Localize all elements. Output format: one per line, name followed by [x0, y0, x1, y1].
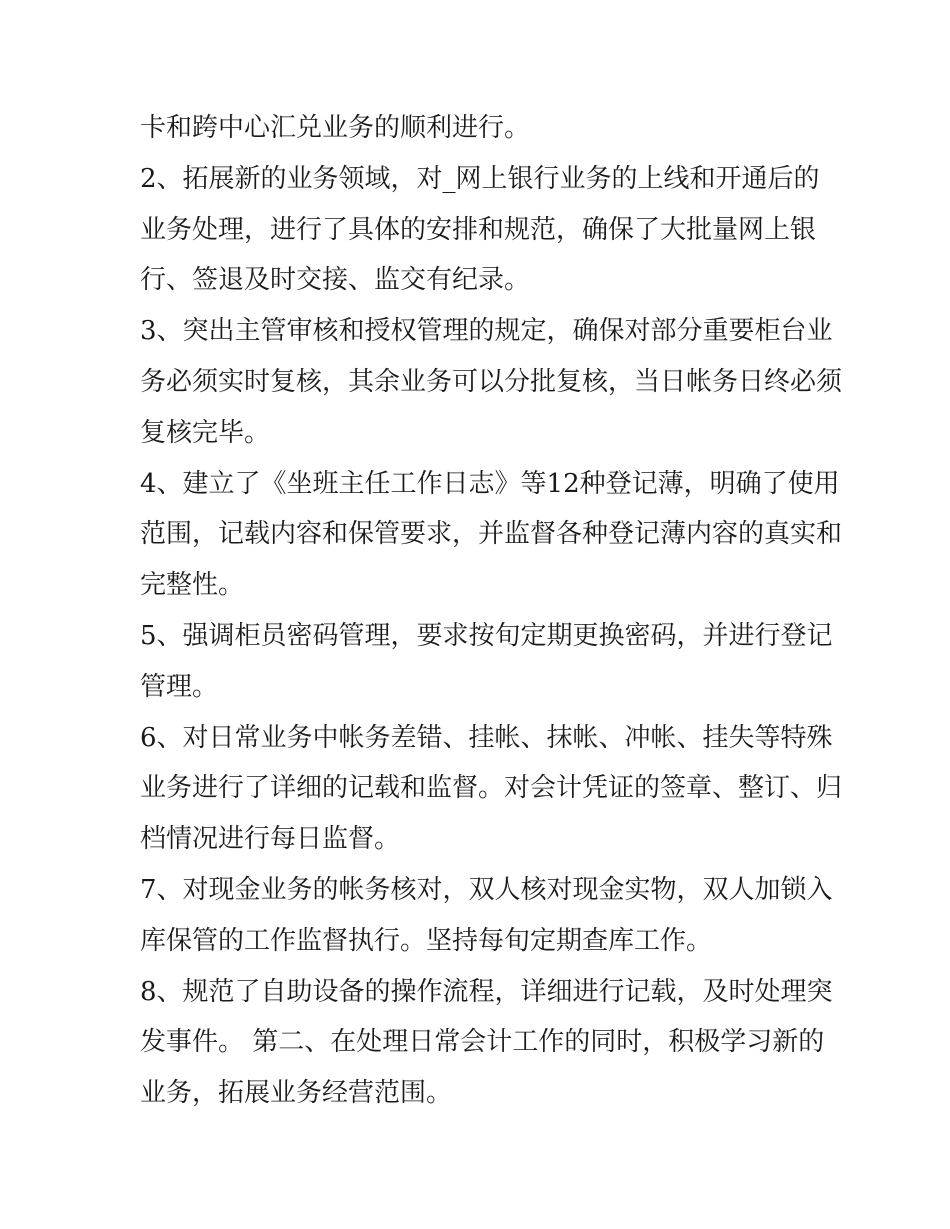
- text-line: 范围，记载内容和保管要求，并监督各种登记薄内容的真实和: [140, 519, 843, 550]
- text-line: 8、规范了自助设备的操作流程，详细进行记载，及时处理突: [140, 976, 833, 1007]
- text-line: 管理。: [140, 671, 219, 702]
- text-line: 6、对日常业务中帐务差错、挂帐、抹帐、冲帐、挂失等特殊: [140, 722, 833, 753]
- text-line: 卡和跨中心汇兑业务的顺利进行。: [140, 113, 531, 143]
- text-line: 2、拓展新的业务领域，对_网上银行业务的上线和开通后的: [140, 163, 820, 194]
- text-line: 业务，拓展业务经营范围。: [140, 1078, 453, 1109]
- text-line: 业务进行了详细的记载和监督。对会计凭证的签章、整订、归: [140, 773, 843, 804]
- text-line: 3、突出主管审核和授权管理的规定，确保对部分重要柜台业: [140, 316, 833, 347]
- text-line: 档情况进行每日监督。: [140, 824, 401, 855]
- text-line: 发事件。 第二、在处理日常会计工作的同时，积极学习新的: [140, 1027, 825, 1058]
- text-line: 务必须实时复核，其余业务可以分批复核，当日帐务日终必须: [140, 366, 843, 397]
- text-line: 复核完毕。: [140, 417, 271, 448]
- text-line: 5、强调柜员密码管理，要求按旬定期更换密码，并进行登记: [140, 620, 833, 651]
- text-line: 4、建立了《坐班主任工作日志》等12种登记薄，明确了使用: [140, 468, 840, 499]
- document-page: [140, 103, 843, 1119]
- text-line: 业务处理，进行了具体的安排和规范，确保了大批量网上银: [140, 214, 817, 245]
- text-line: 行、签退及时交接、监交有纪录。: [140, 265, 531, 296]
- text-line: 完整性。: [140, 570, 245, 601]
- text-line: 库保管的工作监督执行。坚持每旬定期查库工作。: [140, 925, 713, 956]
- text-line: 7、对现金业务的帐务核对，双人核对现金实物，双人加锁入: [140, 874, 833, 905]
